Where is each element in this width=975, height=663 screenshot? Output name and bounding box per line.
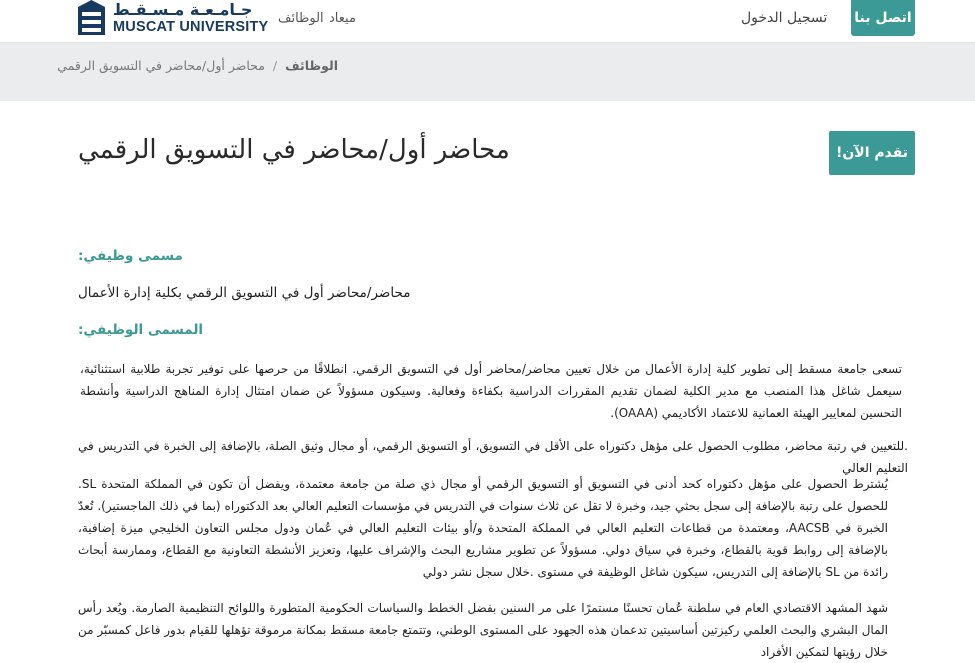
- top-navbar: [0, 0, 975, 43]
- logo-english-text: MUSCAT UNIVERSITY: [113, 19, 269, 35]
- breadcrumb-current-page: محاضر أول/محاضر في التسويق الرقمي: [57, 58, 265, 73]
- breadcrumb-separator: /: [272, 58, 278, 73]
- description-paragraph-2: .للتعيين في رتبة محاضر، مطلوب الحصول على مؤهل دكتوراه على الأقل في التسويق، أو التسويق الرقمي، أو مجال وثيق الصلة، بالإضافة إلى الخبرة في التدريس في التعليم العالي: [78, 439, 908, 475]
- page-title: محاضر أول/محاضر في التسويق الرقمي: [78, 135, 510, 165]
- description-paragraph-1: تسعى جامعة مسقط إلى تطوير كلية إدارة الأعمال من خلال تعيين محاضر/محاضر أول في التسويق الرقمي. انطلاقًا من حرصها على توفير تجربة طلابية استثنائية، سيعمل شاغل هذا المنصب مع مدير الكلية لضمان تقديم المقررات الدراسية بكفاءة وفعالية. وسيكون مسؤولاً عن ضمان امتثال إدارة المناهج الدراسية وأنشطة التحسين لمعايير الهيئة العمانية للاعتماد الأكاديمي (OAAA).: [80, 362, 902, 420]
- breadcrumb: [57, 58, 338, 73]
- breadcrumb-jobs-link[interactable]: الوظائف: [285, 58, 338, 73]
- login-link[interactable]: تسجيل الدخول: [741, 10, 828, 26]
- nav-link-miaad[interactable]: ميعاد: [329, 11, 356, 26]
- breadcrumb-band: [0, 43, 975, 101]
- contact-us-button[interactable]: اتصل بنا: [851, 0, 915, 36]
- job-title-text: محاضر/محاضر أول في التسويق الرقمي بكلية إدارة الأعمال: [78, 285, 411, 301]
- apply-now-button[interactable]: !تقدم الآن: [829, 131, 915, 175]
- logo-arabic-text: جـامـعـة مـسـقـط: [113, 0, 253, 19]
- section-heading-description: المسمى الوظيفي:: [78, 322, 204, 338]
- university-logo[interactable]: [78, 0, 269, 38]
- nav-link-jobs[interactable]: الوظائف: [278, 11, 324, 26]
- description-paragraph-3: يُشترط الحصول على مؤهل دكتوراه كحد أدنى في التسويق أو التسويق الرقمي أو مجال ذي صلة من جامعة معتمدة، ويفضل أن تكون في المملكة المتحدة SL. للحصول على رتبة بالإضافة إلى سجل بحثي جيد، وخبرة لا تقل عن ثلاث سنوات في التدريس في مؤسسات التعليم العالي بعد الدكتوراه (بما في ذلك الماجستير). تُعدّ الخبرة في AACSB، ومعتمدة من قطاعات التعليم العالي في المملكة المتحدة و/أو بيئات التعليم العالي في عُمان ودول مجلس التعاون الخليجي ميزة إضافية، بالإضافة إلى روابط قوية بالقطاع، وخبرة في سياق دولي. مسؤولاً عن تطوير مشاريع البحث والإشراف عليها، وتعزيز الأنشطة التعاونية مع القطاع، وممارسة أبحاث رائدة من SL بالإضافة إلى التدريس، سيكون شاغل الوظيفة في مستوى .خلال سجل نشر دولي: [78, 477, 888, 579]
- logo-mark-icon: [78, 0, 105, 35]
- description-paragraph-4: شهد المشهد الاقتصادي العام في سلطنة عُمان تحسنًا مستمرًا على مر السنين بفضل الخطط والسياسات الحكومية المتطورة واللوائح التنظيمية الصارمة. ويُعد رأس المال البشري والبحث العلمي ركيزتين أساسيتين تدعمان هذه الجهود على المستوى الوطني، وتتمتع جامعة مسقط بمكانة مرموقة تؤهلها للقيام بدور فاعل كمسبّر من خلال رؤيتها لتمكين الأفراد: [78, 601, 888, 659]
- section-heading-job-title: مسمى وظيفي:: [78, 248, 183, 264]
